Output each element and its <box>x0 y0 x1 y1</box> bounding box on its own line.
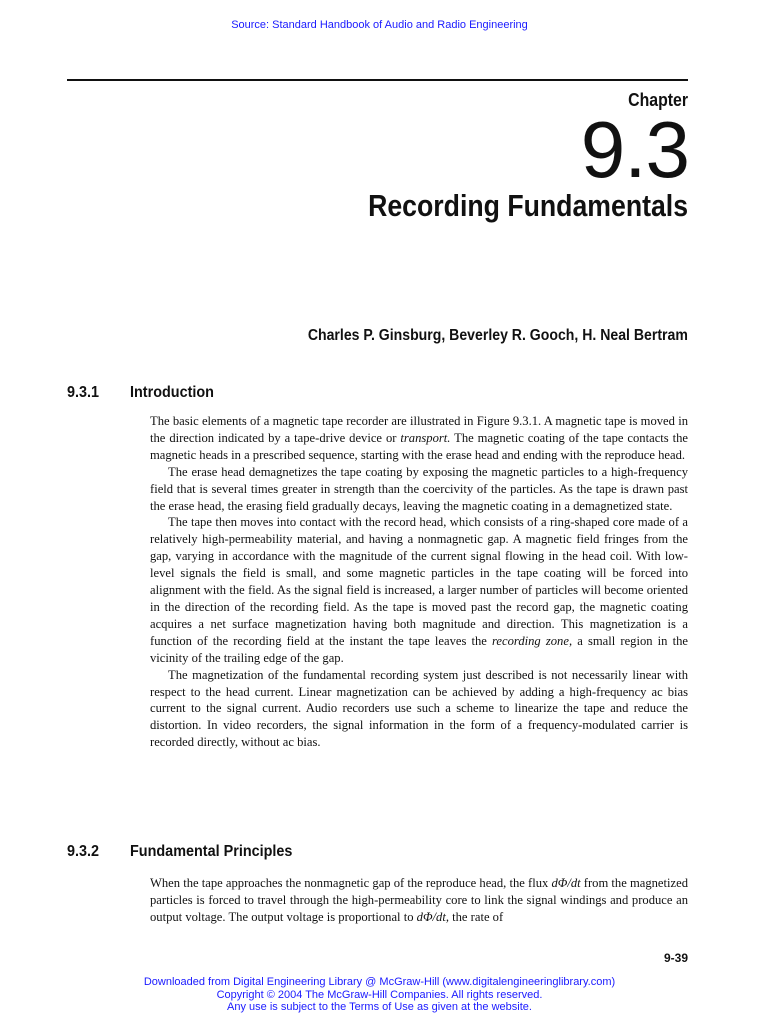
emphasis: dΦ/dt <box>551 876 581 890</box>
paragraph: The magnetization of the fundamental recording system just described is not necessarily linear with respect to the head current. Linear magnetization can be achieved by adding a high-frequency ac bias current to the signal current. Audio recorders use such a scheme to linearize the tape and reduce the distortion. In video recorders, the signal information in the form of a frequency-modulated carrier is recorded directly, without ac bias. <box>150 667 688 750</box>
paragraph: The erase head demagnetizes the tape coating by exposing the magnetic particles to a high-frequency field that is several times greater in strength than the coercivity of the particles. As the tape is drawn past the erase head, the erasing field gradually decays, leaving the magnetic coating in a demagnetized state. <box>150 464 688 513</box>
paragraph: The tape then moves into contact with the record head, which consists of a ring-shaped core made of a relatively high-permeability material, and having a nonmagnetic gap. A magnetic field fringes from the gap, varying in accordance with the magnitude of the current signal flowing in the head coil. With low-level signals the field is small, and some magnetic particles in the tape coating will be forced into alignment with the field. As the signal field is increased, a larger number of particles will become oriented in the direction of the recording field. As the tape is moved past the record gap, the magnetic coating acquires a net surface magnetization having both magnitude and direction. This magnetization is a function of the recording field at the instant the tape leaves the recording zone, a small region in the vicinity of the trailing edge of the gap. <box>150 515 688 665</box>
top-rule <box>67 79 688 81</box>
source-link[interactable]: Source: Standard Handbook of Audio and Radio Engineering <box>231 19 528 31</box>
chapter-authors: Charles P. Ginsburg, Beverley R. Gooch, H. Neal Bertram <box>307 327 688 344</box>
emphasis: dΦ/dt, <box>416 909 449 924</box>
section-heading-introduction <box>67 384 214 402</box>
chapter-title: Recording Fundamentals <box>368 188 688 223</box>
section-number: 9.3.2 <box>67 843 100 860</box>
footer-terms-link[interactable]: Any use is subject to the Terms of Use as given at the website. <box>227 1001 532 1013</box>
section-body-fundamental-principles <box>150 875 688 926</box>
emphasis: transport. <box>400 430 451 445</box>
section-heading-fundamental-principles <box>67 843 292 861</box>
footer-download-link[interactable]: Downloaded from Digital Engineering Library @ McGraw-Hill (www.digitalengineeringlibrary.com) <box>143 976 616 988</box>
footer <box>0 976 759 1014</box>
paragraph: When the tape approaches the nonmagnetic gap of the reproduce head, the flux dΦ/dt from the magnetized particles is forced to travel through the high-permeability core to link the signal windings and produce an output voltage. The output voltage is proportional to dΦ/dt, the rate of <box>150 876 688 924</box>
chapter-number: 9.3 <box>580 105 689 194</box>
section-number: 9.3.1 <box>67 384 100 401</box>
section-title: Introduction <box>130 384 214 401</box>
footer-copyright: Copyright © 2004 The McGraw-Hill Companies. All rights reserved. <box>216 988 543 1001</box>
chapter-label: Chapter <box>628 90 688 110</box>
page-number: 9-39 <box>663 951 688 965</box>
section-title: Fundamental Principles <box>130 843 293 860</box>
section-body-introduction <box>150 413 688 751</box>
emphasis: recording zone, <box>492 633 573 648</box>
paragraph: The basic elements of a magnetic tape recorder are illustrated in Figure 9.3.1. A magnetic tape is moved in the direction indicated by a tape-drive device or transport. The magnetic coating of the tape contacts the magnetic heads in a prescribed sequence, starting with the erase head and ending with the reproduce head. <box>150 414 689 462</box>
